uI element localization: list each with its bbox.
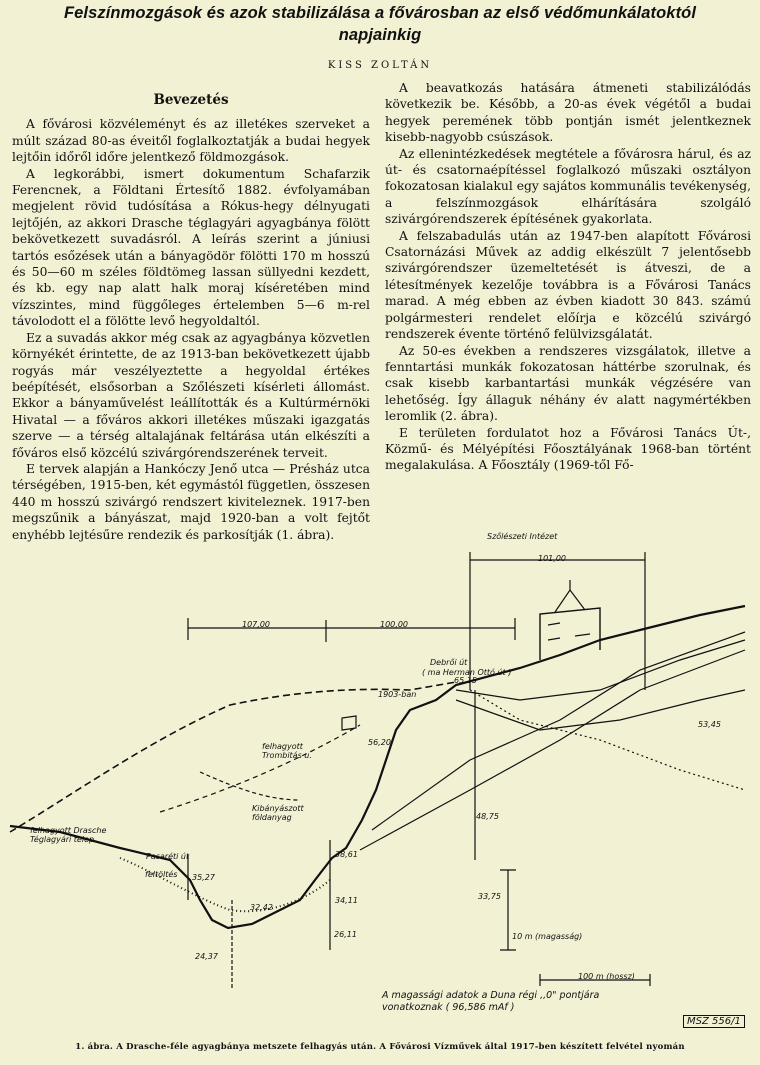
paragraph: Ez a suvadás akkor még csak az agyagbánya közvetlen környékét érintette, de az 1913-ban bekövetkezett újabb rogyás már veszélyeztette a hegyoldal értékes beépítését, elsősorban a Szőlészeti kísérleti állomást. Ekkor a bányaművelést leállították és a Kultúrmérnöki Hivatal — a főváros akkori illetékes műszaki igazgatás szerve — a térség altalajának feltárása után elkészíti a főváros első közcélú szivárgórendszerének terveit.	[12, 330, 370, 460]
surface-1903	[10, 682, 456, 832]
label-pasareti: Pasaréti út	[146, 852, 190, 861]
paragraph: A legkorábbi, ismert dokumentum Schafarzik Ferencnek, a Földtani Értesítő 1882. évfolyamában megjelent rövid tudósítása a Rókus-hegy délnyugati lejtőjén, az akkori Drasche téglagyári agyagbánya fölött bekövetkezett suvadásról. A leírás szerint a júniusi tartós esőzések után a bányagödör fölötti 170 m hosszú és 50—60 m széles földtömeg lassan süllyedni kezdett, és kb. egy nap alatt halk moraj kíséretében mind vízszintes, mind függőleges értelemben 5—6 m-rel távolodott el a fölötte levő hegyoldaltól.	[12, 166, 370, 329]
strata-line	[360, 650, 745, 850]
building-tower	[555, 590, 585, 612]
terrain-profile	[10, 606, 745, 928]
elevation-label: 34,11	[335, 896, 358, 905]
dimension-label: 107,00	[242, 620, 270, 629]
small-building	[342, 716, 356, 730]
elevation-label: 32,42	[250, 903, 273, 912]
excavated-boundary	[200, 772, 300, 800]
dimension-label: 101,00	[538, 554, 566, 563]
label-felhagyott-drasche: felhagyott Drasche Téglagyári telep	[30, 826, 107, 844]
label-debroi-ut: Debrői út	[430, 658, 468, 667]
strata-line	[470, 690, 745, 790]
elevation-label: 24,37	[195, 952, 218, 961]
paragraph: A fővárosi közvéleményt és az illetékes szerveket a múlt század 80-as éveitől foglalkoztatják a budai hegyek lejtőin időről időre jelentkező földmozgások.	[12, 117, 370, 165]
article-title	[0, 2, 760, 46]
elevation-label: 48,75	[476, 812, 499, 821]
left-column	[12, 86, 370, 543]
old-street	[160, 725, 360, 812]
label-magassag: 10 m (magasság)	[512, 932, 583, 941]
paragraph: Az ellenintézkedések megtétele a fővárosra hárul, és az út- és csatornaépítéssel foglalkozó műszaki osztályon fokozatosan kialakul egy sajátos kommunális tevékenység, a felszínmozgások elhárítására szolgáló szivárgórendszerek építésének gyakorlata.	[385, 146, 751, 227]
paragraph: Az 50-es években a rendszeres vizsgálatok, illetve a fenntartási munkák fokozatosan háttérbe szorulnak, és csak kisebb karbantartási munkák végzésére van lehetőség. Így állaguk néhány év alatt nagymértékben leromlik (2. ábra).	[385, 343, 751, 424]
paragraph: A felszabadulás után az 1947-ben alapított Fővárosi Csatornázási Művek az addig elkészült 7 jelentősebb szivárgórendszer üzemeltetését is átveszi, de a létesítmények kezelője továbbra is a Fővárosi Tanács marad. A még ebben az évben kiadott 30 843. számú polgármesteri rendelet előírja e közcélú szivárgó rendszerek évente történő felülvizsgálatát.	[385, 228, 751, 342]
label-herman: ( ma Herman Ottó út )	[422, 668, 512, 677]
label-hossz: 100 m (hossz)	[578, 972, 635, 981]
elevation-label: 26,11	[334, 930, 357, 939]
elevation-label: 53,45	[698, 720, 721, 729]
label-feltoltes: feltöltés	[145, 870, 178, 879]
right-column	[385, 80, 751, 474]
elevation-label: 33,75	[478, 892, 501, 901]
strata-line	[372, 632, 745, 830]
dimension-ticks	[188, 618, 515, 642]
building-windows	[548, 623, 590, 640]
title-line-2: napjainkig	[338, 26, 422, 44]
fill-hatch	[120, 858, 330, 911]
author: KISS ZOLTÁN	[327, 60, 433, 71]
figure-code: MSZ 556/1	[683, 1015, 745, 1028]
paragraph: E területen fordulatot hoz a Fővárosi Tanács Út-, Közmű- és Mélyépítési Főosztályának 1968-ban történt megalakulása. A Főosztály (1969-től Fő-	[385, 425, 751, 473]
cross-section-figure	[0, 520, 760, 1040]
label-kibanyaszott: Kibányászott földanyag	[252, 804, 304, 822]
label-szoleszeti: Szőlészeti Intézet	[487, 532, 558, 541]
elevation-label: 65,15	[454, 676, 477, 685]
elevation-label: 38,61	[335, 850, 358, 859]
elevation-label: 35,27	[192, 873, 215, 882]
elevation-label: 56,20	[368, 738, 391, 747]
section-heading: Bevezetés	[153, 92, 229, 108]
label-felhagyott-tromb: felhagyott Trombitás u.	[262, 742, 312, 760]
paragraph: E tervek alapján a Hankóczy Jenő utca — Présház utca térségében, 1915-ben, két egymástól független, összesen 440 m hosszú szivárgó rendszert kiviteleznek. 1917-ben megszűnik a bányászat, majd 1920-ban a volt fejtőt enyhébb lejtésűre rendezik és parkosítják (1. ábra).	[12, 461, 370, 542]
label-1903: 1903-ban	[378, 690, 417, 699]
paragraph: A beavatkozás hatására átmeneti stabilizálódás következik be. Később, a 20-as évek végétől a budai hegyek peremének több pontján ismét jelentkeznek kisebb-nagyobb csúszások.	[385, 81, 751, 145]
cross-section-drawing	[0, 520, 760, 1040]
dimension-label: 100,00	[380, 620, 408, 629]
figure-caption: 1. ábra. A Drasche-féle agyagbánya metszete felhagyás után. A Fővárosi Vízművek által 1917-ben készített felvétel nyomán	[75, 1042, 685, 1052]
label-note: A magassági adatok a Duna régi ,,0" pontjára vonatkoznak ( 96,586 mAf )	[382, 990, 600, 1013]
title-line-1: Felszínmozgások és azok stabilizálása a fővárosban az első védőmunkálatoktól	[63, 4, 697, 22]
